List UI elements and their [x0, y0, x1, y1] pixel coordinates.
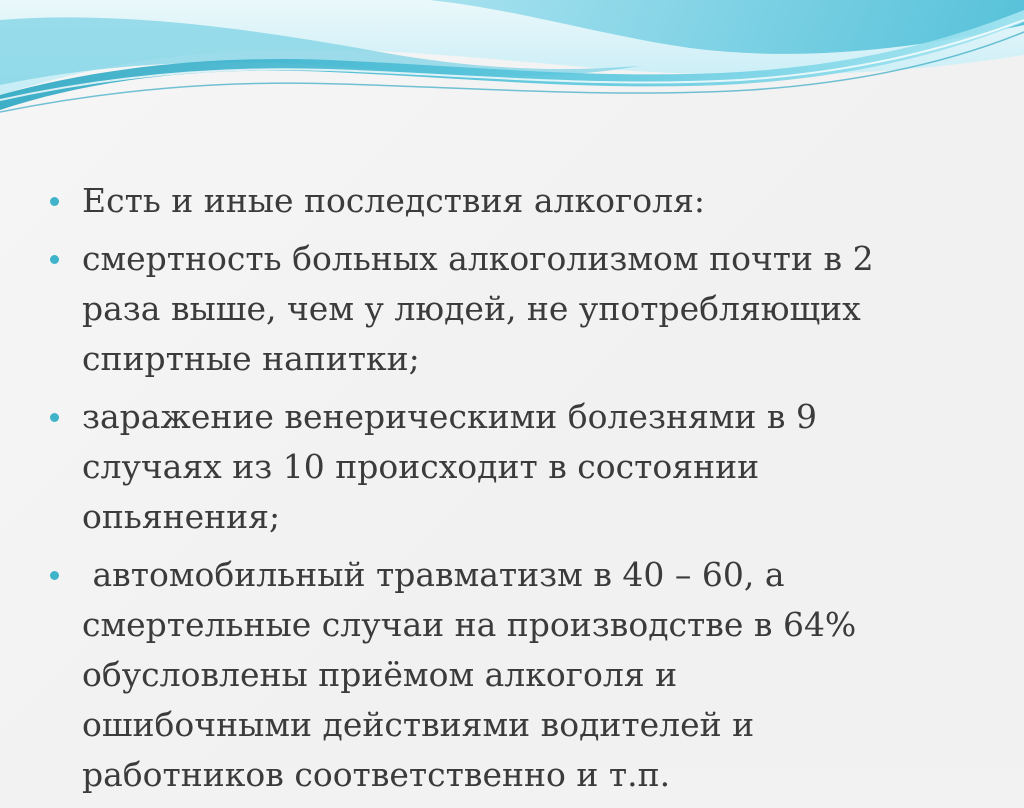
bullet-list: [48, 176, 968, 800]
bullet-dot-icon: [50, 197, 59, 206]
slide-content: [48, 176, 968, 808]
bullet-dot-icon: [50, 413, 59, 422]
bullet-item: [48, 176, 968, 226]
bullet-dot-icon: [50, 255, 59, 264]
bullet-text: заражение венерическими болезнями в 9 случаях из 10 происходит в состоянии опьянения;: [82, 397, 817, 536]
decorative-wave-header: [0, 0, 1024, 140]
bullet-item: [48, 550, 968, 800]
bullet-item: [48, 234, 968, 384]
bullet-item: [48, 392, 968, 542]
bullet-text: автомобильный травматизм в 40 – 60, а смертельные случаи на производстве в 64% обусловлены приёмом алкоголя и ошибочными действиями водителей и работников соответственно и т.п.: [82, 555, 857, 794]
bullet-text: Есть и иные последствия алкоголя:: [82, 181, 706, 220]
bullet-dot-icon: [50, 571, 59, 580]
bullet-text: смертность больных алкоголизмом почти в 2 раза выше, чем у людей, не употребляющих спиртные напитки;: [82, 239, 874, 378]
